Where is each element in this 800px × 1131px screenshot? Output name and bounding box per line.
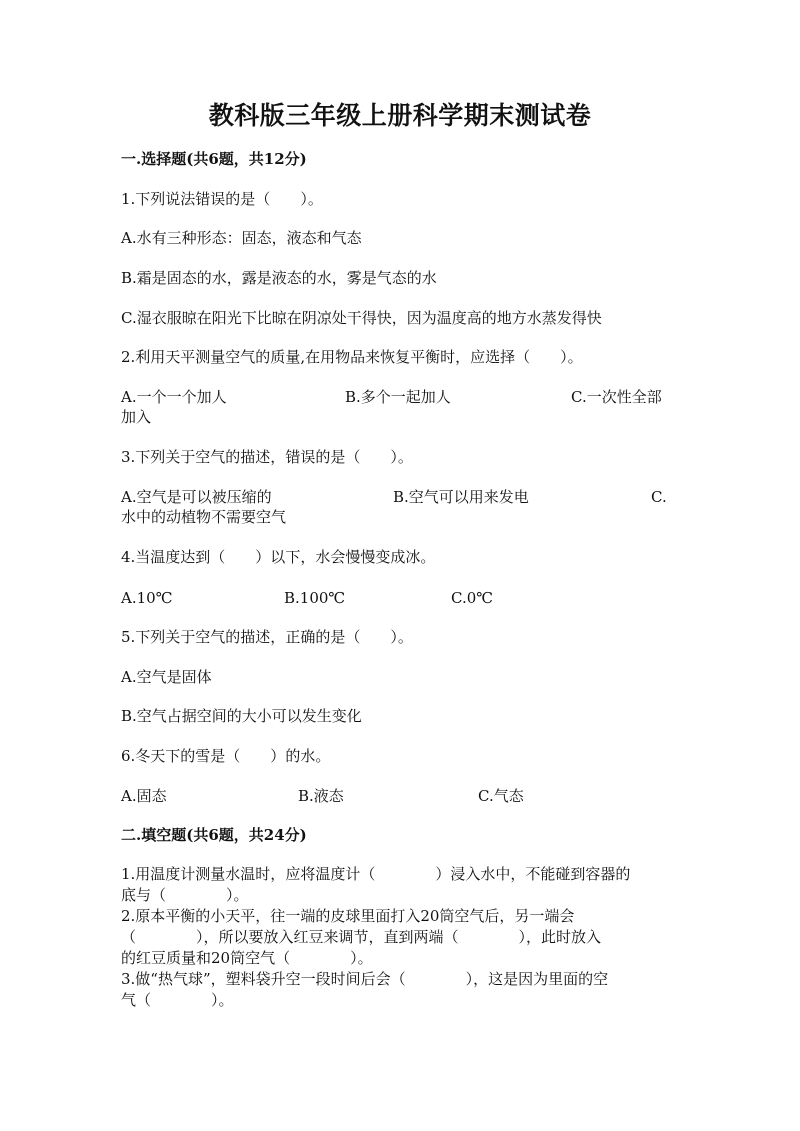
question-1-stem: 1.下列说法错误的是（ ）。 — [121, 190, 323, 208]
question-2-stem: 2.利用天平测量空气的质量,在用物品来恢复平衡时，应选择（ ）。 — [121, 348, 583, 366]
section-heading-choice: 一.选择题(共6题，共12分) — [121, 150, 307, 168]
fill-item-1-line-2: 底与（ ）。 — [121, 886, 249, 904]
question-3-option-c: C. — [651, 488, 667, 506]
question-2-option-c-wrap: 加入 — [121, 408, 152, 426]
question-3-option-a: A.空气是可以被压缩的 — [121, 488, 272, 506]
question-1-option-a: A.水有三种形态：固态，液态和气态 — [121, 229, 362, 247]
question-6-option-c: C.气态 — [478, 787, 524, 805]
fill-item-2-line-2: （ ），所以要放入红豆来调节，直到两端（ ），此时放入 — [121, 928, 602, 946]
fill-item-1-line-1: 1.用温度计测量水温时，应将温度计（ ）浸入水中，不能碰到容器的 — [121, 865, 631, 883]
question-4-option-b: B.100℃ — [284, 589, 346, 607]
question-5-stem: 5.下列关于空气的描述，正确的是（ ）。 — [121, 628, 413, 646]
question-5-option-b: B.空气占据空间的大小可以发生变化 — [121, 707, 362, 725]
section-heading-fill: 二.填空题(共6题，共24分) — [121, 826, 307, 844]
question-2-option-c: C.一次性全部 — [571, 388, 662, 406]
question-4-option-a: A.10℃ — [121, 589, 173, 607]
fill-item-3 — [121, 969, 681, 1011]
question-4-option-c: C.0℃ — [451, 589, 494, 607]
question-1-option-b: B.霜是固态的水，露是液态的水，雾是气态的水 — [121, 269, 437, 287]
question-6-stem: 6.冬天下的雪是（ ）的水。 — [121, 747, 331, 765]
fill-item-3-line-1: 3.做“热气球”，塑料袋升空一段时间后会（ ），这是因为里面的空 — [121, 970, 609, 988]
page-title: 教科版三年级上册科学期末测试卷 — [208, 101, 592, 130]
question-5-option-a: A.空气是固体 — [121, 668, 212, 686]
question-3-option-b: B.空气可以用来发电 — [393, 488, 529, 506]
fill-item-2-line-3: 的红豆质量和20筒空气（ ）。 — [121, 949, 373, 967]
question-6-option-a: A.固态 — [121, 787, 167, 805]
question-1-option-c: C.湿衣服晾在阳光下比晾在阴凉处干得快，因为温度高的地方水蒸发得快 — [121, 309, 602, 327]
question-4-stem: 4.当温度达到（ ）以下，水会慢慢变成冰。 — [121, 548, 436, 566]
question-6-option-b: B.液态 — [298, 787, 344, 805]
question-2-option-a: A.一个一个加人 — [121, 388, 227, 406]
fill-item-3-line-2: 气（ ）。 — [121, 991, 234, 1009]
fill-item-2 — [121, 906, 681, 969]
fill-item-2-line-1: 2.原本平衡的小天平，往一端的皮球里面打入20筒空气后，另一端会 — [121, 907, 575, 925]
question-3-stem: 3.下列关于空气的描述，错误的是（ ）。 — [121, 448, 413, 466]
question-2-option-b: B.多个一起加人 — [345, 388, 451, 406]
fill-item-1 — [121, 864, 681, 906]
question-3-option-c-wrap: 水中的动植物不需要空气 — [121, 508, 287, 526]
